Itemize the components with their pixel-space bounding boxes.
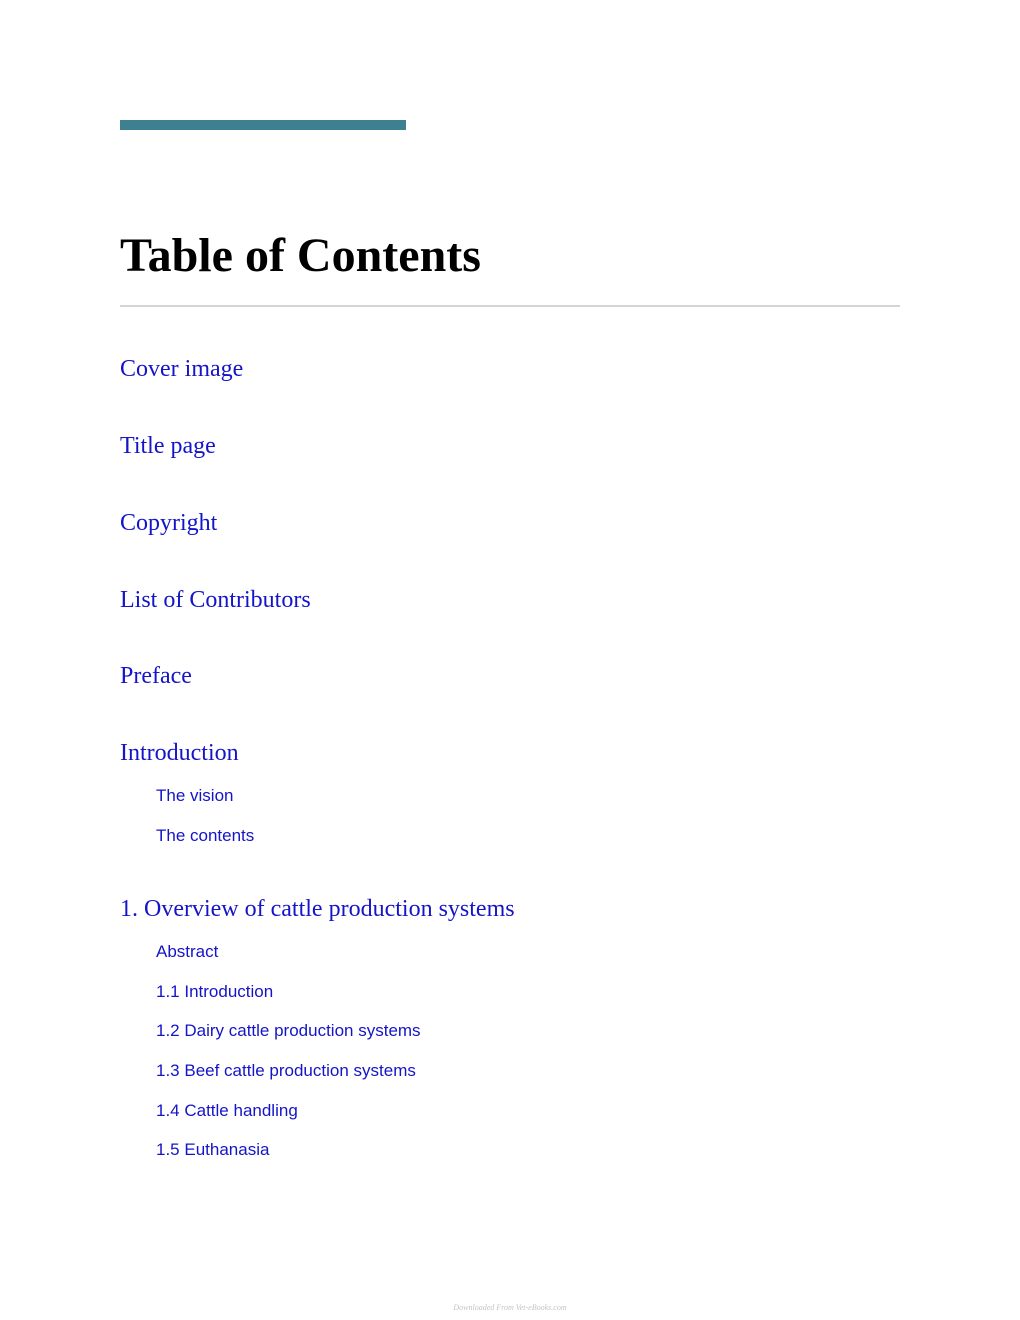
toc-link-1-3-beef-cattle[interactable]: 1.3 Beef cattle production systems [156, 1061, 416, 1080]
title-divider [120, 305, 900, 307]
page-title: Table of Contents [120, 229, 481, 282]
toc-link-title-page[interactable]: Title page [120, 433, 216, 459]
accent-bar [120, 120, 406, 130]
footer-watermark: Downloaded From Vet-eBooks.com [453, 1303, 567, 1312]
toc-link-introduction[interactable]: Introduction [120, 740, 239, 766]
toc-link-1-2-dairy-cattle[interactable]: 1.2 Dairy cattle production systems [156, 1021, 421, 1040]
toc-link-1-4-cattle-handling[interactable]: 1.4 Cattle handling [156, 1101, 298, 1120]
toc-link-copyright[interactable]: Copyright [120, 510, 218, 536]
toc-link-list-of-contributors[interactable]: List of Contributors [120, 587, 311, 613]
toc-link-the-vision[interactable]: The vision [156, 786, 234, 805]
toc-link-the-contents[interactable]: The contents [156, 826, 255, 845]
toc-link-cover-image[interactable]: Cover image [120, 356, 244, 382]
toc-link-1-1-introduction[interactable]: 1.1 Introduction [156, 982, 274, 1001]
toc-link-1-5-euthanasia[interactable]: 1.5 Euthanasia [156, 1140, 270, 1159]
toc-link-preface[interactable]: Preface [120, 663, 192, 689]
toc-link-chapter-1[interactable]: 1. Overview of cattle production systems [120, 896, 515, 922]
toc-link-abstract[interactable]: Abstract [156, 942, 219, 961]
